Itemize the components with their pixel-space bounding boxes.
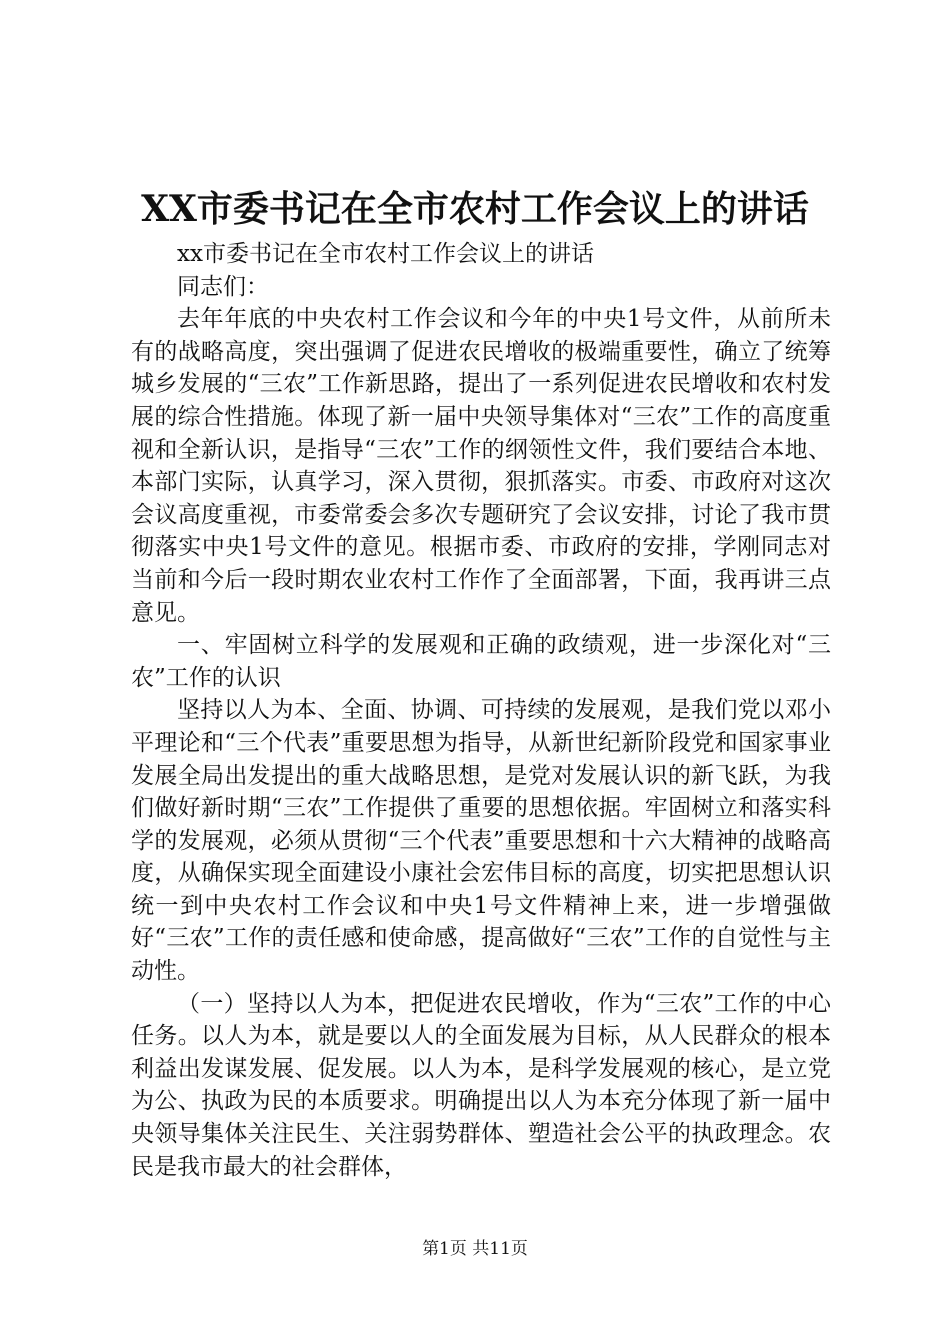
document-body bbox=[131, 238, 831, 1183]
document-subtitle: xx市委书记在全市农村工作会议上的讲话 bbox=[177, 241, 594, 267]
subsection-paragraph: （一）坚持以人为本，把促进农民增收，作为“三农”工作的中心任务。以人为本，就是要以人的全面发展为目标，从人民群众的根本利益出发谋发展、促发展。以人为本，是科学发展观的核心，是立党为公、执政为民的本质要求。明确提出以人为本充分体现了新一届中央领导集体关注民生、关注弱势群体、塑造社会公平的执政理念。农民是我市最大的社会群体， bbox=[131, 990, 831, 1180]
body-paragraph: 去年年底的中央农村工作会议和今年的中央1号文件，从前所未有的战略高度，突出强调了促进农民增收的极端重要性，确立了统筹城乡发展的“三农”工作新思路，提出了一系列促进农民增收和农村发展的综合性措施。体现了新一届中央领导集体对“三农”工作的高度重视和全新认识，是指导“三农”工作的纲领性文件，我们要结合本地、本部门实际，认真学习，深入贯彻，狠抓落实。市委、市政府对这次会议高度重视，市委常委会多次专题研究了会议安排，讨论了我市贯彻落实中央1号文件的意见。根据市委、市政府的安排，学刚同志对当前和今后一段时期农业农村工作作了全面部署，下面，我再讲三点意见。 bbox=[131, 306, 831, 626]
salutation: 同志们： bbox=[177, 273, 269, 300]
page-footer: 第1页 共11页 bbox=[422, 1239, 528, 1259]
section-heading: 一、牢固树立科学的发展观和正确的政绩观，进一步深化对“三农”工作的认识 bbox=[131, 632, 831, 691]
document-title: XX市委书记在全市农村工作会议上的讲话 bbox=[141, 188, 809, 230]
body-paragraph: 坚持以人为本、全面、协调、可持续的发展观，是我们党以邓小平理论和“三个代表”重要思想为指导，从新世纪新阶段党和国家事业发展全局出发提出的重大战略思想，是党对发展认识的新飞跃，为我们做好新时期“三农”工作提供了重要的思想依据。牢固树立和落实科学的发展观，必须从贯彻“三个代表”重要思想和十六大精神的战略高度，从确保实现全面建设小康社会宏伟目标的高度，切实把思想认识统一到中央农村工作会议和中央1号文件精神上来，进一步增强做好“三农”工作的责任感和使命感，提高做好“三农”工作的自觉性与主动性。 bbox=[131, 697, 831, 985]
